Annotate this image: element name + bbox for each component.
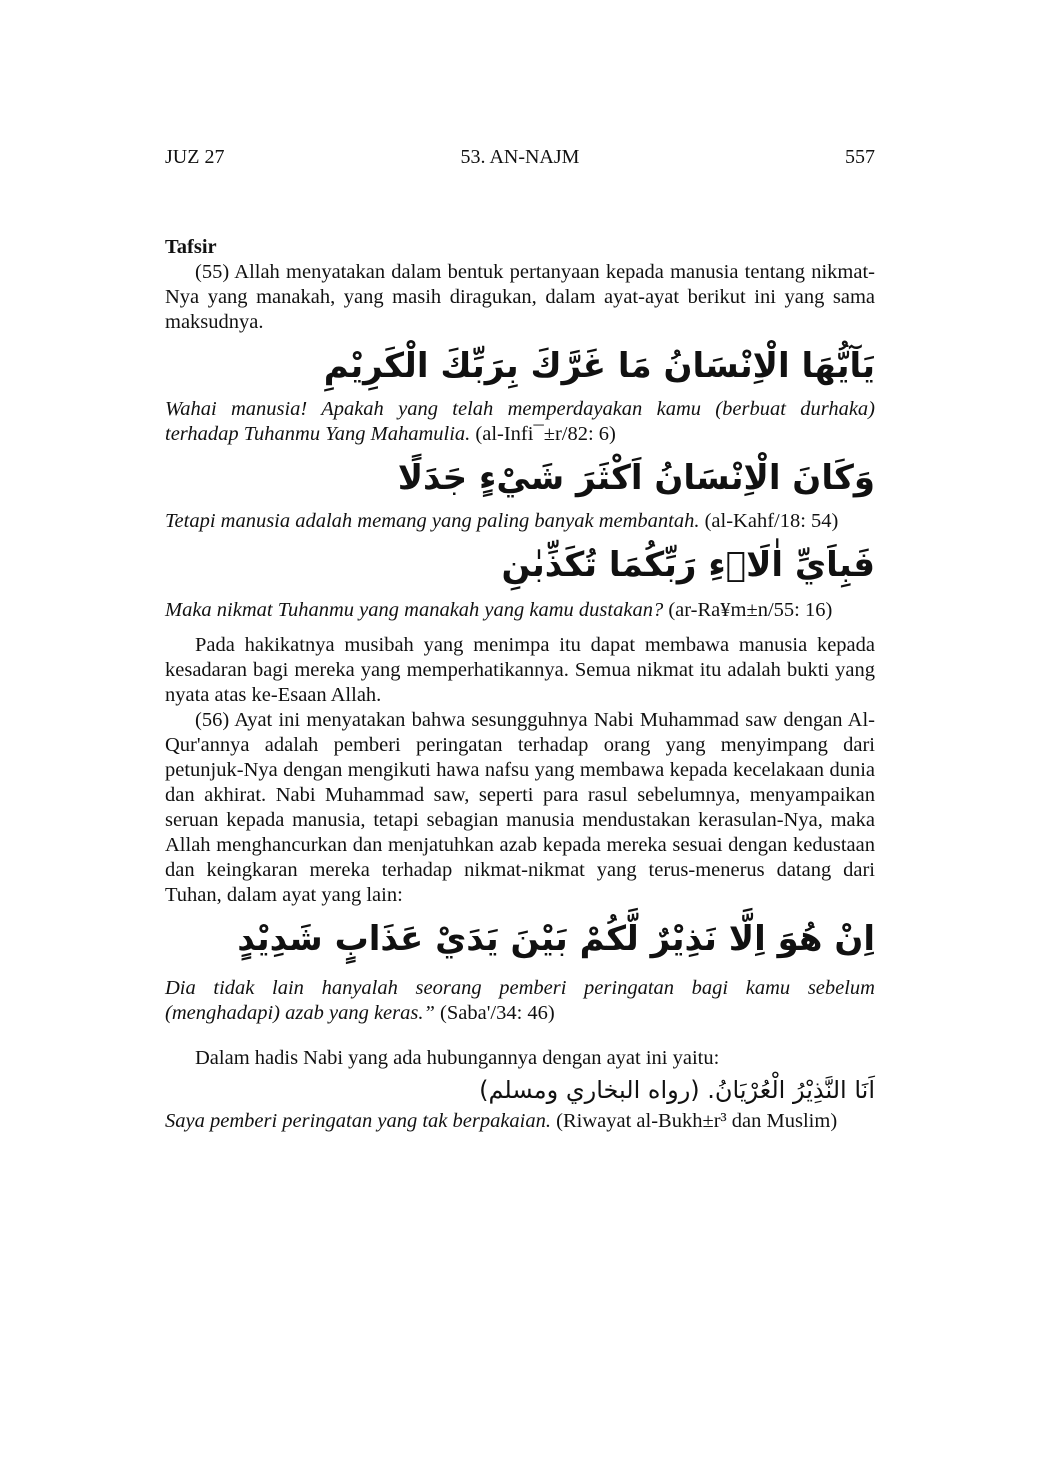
verse-3-arabic: فَبِاَيِّ اٰلَاۤءِ رَبِّكُمَا تُكَذِّبٰنِ bbox=[501, 545, 875, 585]
verse-2-reference: (al-Kahf/18: 54) bbox=[704, 510, 839, 532]
verse-3-reference: (ar-Ra¥m±n/55: 16) bbox=[668, 599, 833, 621]
verse-4-translation-line bbox=[165, 976, 875, 1026]
verse-1-reference: (al-Infi¯±r/82: 6) bbox=[475, 423, 616, 445]
verse-2-translation: Tetapi manusia adalah memang yang paling banyak membantah. bbox=[165, 510, 700, 532]
page-header bbox=[165, 146, 875, 172]
surah-title: 53. AN-NAJM bbox=[460, 146, 580, 168]
paragraph-56: (56) Ayat ini menyatakan bahwa sesungguhnya Nabi Muhammad saw dengan Al-Qur'annya adalah pemberi peringatan terhadap orang yang menyimpang dari petunjuk-Nya dengan mengikuti hawa nafsu yang membawa kepada kecelakaan dunia dan akhirat. Nabi Muhammad saw, seperti para rasul sebelumnya, menyampaikan seruan kepada manusia, tetapi sebagian manusia mendustakan kerasulan-Nya, maka Allah menghancurkan dan menjatuhkan azab kepada mereka sesuai dengan kedustaan dan keingkaran mereka terhadap nikmat-nikmat yang terus-menerus datang dari Tuhan, dalam ayat yang lain: bbox=[165, 709, 875, 906]
verse-3-translation-line bbox=[165, 598, 875, 623]
verse-2-translation-line bbox=[165, 509, 875, 534]
verse-4-arabic: اِنْ هُوَ اِلَّا نَذِيْرٌ لَّكُمْ بَيْنَ يَدَيْ عَذَابٍ شَدِيْدٍ bbox=[237, 919, 875, 959]
verse-4-translation: Dia tidak lain hanyalah seorang pemberi peringatan bagi kamu sebelum (menghadapi) azab yang keras.” bbox=[165, 977, 875, 1024]
hadith-reference: (Riwayat al-Bukh±r³ dan Muslim) bbox=[556, 1110, 838, 1132]
paragraph-55: (55) Allah menyatakan dalam bentuk pertanyaan kepada manusia tentang nikmat-Nya yang manakah, yang masih diragukan, dalam ayat-ayat berikut ini yang sama maksudnya. bbox=[165, 261, 875, 333]
tafsir-heading: Tafsir bbox=[165, 236, 217, 258]
paragraph-hakikat: Pada hakikatnya musibah yang menimpa itu dapat membawa manusia kepada kesadaran bagi mereka yang memperhatikannya. Semua nikmat itu adalah bukti yang nyata atas ke-Esaan Allah. bbox=[165, 634, 875, 706]
hadith-translation: Saya pemberi peringatan yang tak berpakaian. bbox=[165, 1110, 552, 1132]
hadith-arabic: اَنَا النَّذِيْرُ الْعُرْيَانُ. (رواه البخاري ومسلم) bbox=[479, 1076, 875, 1104]
verse-3-translation: Maka nikmat Tuhanmu yang manakah yang kamu dustakan? bbox=[165, 599, 664, 621]
verse-1-translation: Wahai manusia! Apakah yang telah memperdayakan kamu (berbuat durhaka) terhadap Tuhanmu Yang Mahamulia. bbox=[165, 398, 875, 445]
verse-1-arabic: يَآيُّهَا الْاِنْسَانُ مَا غَرَّكَ بِرَبِّكَ الْكَرِيْمِ bbox=[323, 346, 875, 386]
page-content bbox=[165, 235, 875, 1134]
verse-2-arabic: وَكَانَ الْاِنْسَانُ اَكْثَرَ شَيْءٍ جَدَلًا bbox=[397, 458, 875, 498]
hadith-translation-line bbox=[165, 1109, 875, 1134]
page-number: 557 bbox=[845, 146, 875, 168]
juz-label: JUZ 27 bbox=[165, 146, 225, 168]
hadith-intro: Dalam hadis Nabi yang ada hubungannya dengan ayat ini yaitu: bbox=[195, 1047, 720, 1069]
verse-4-reference: (Saba'/34: 46) bbox=[440, 1002, 555, 1024]
verse-1-translation-line bbox=[165, 397, 875, 447]
